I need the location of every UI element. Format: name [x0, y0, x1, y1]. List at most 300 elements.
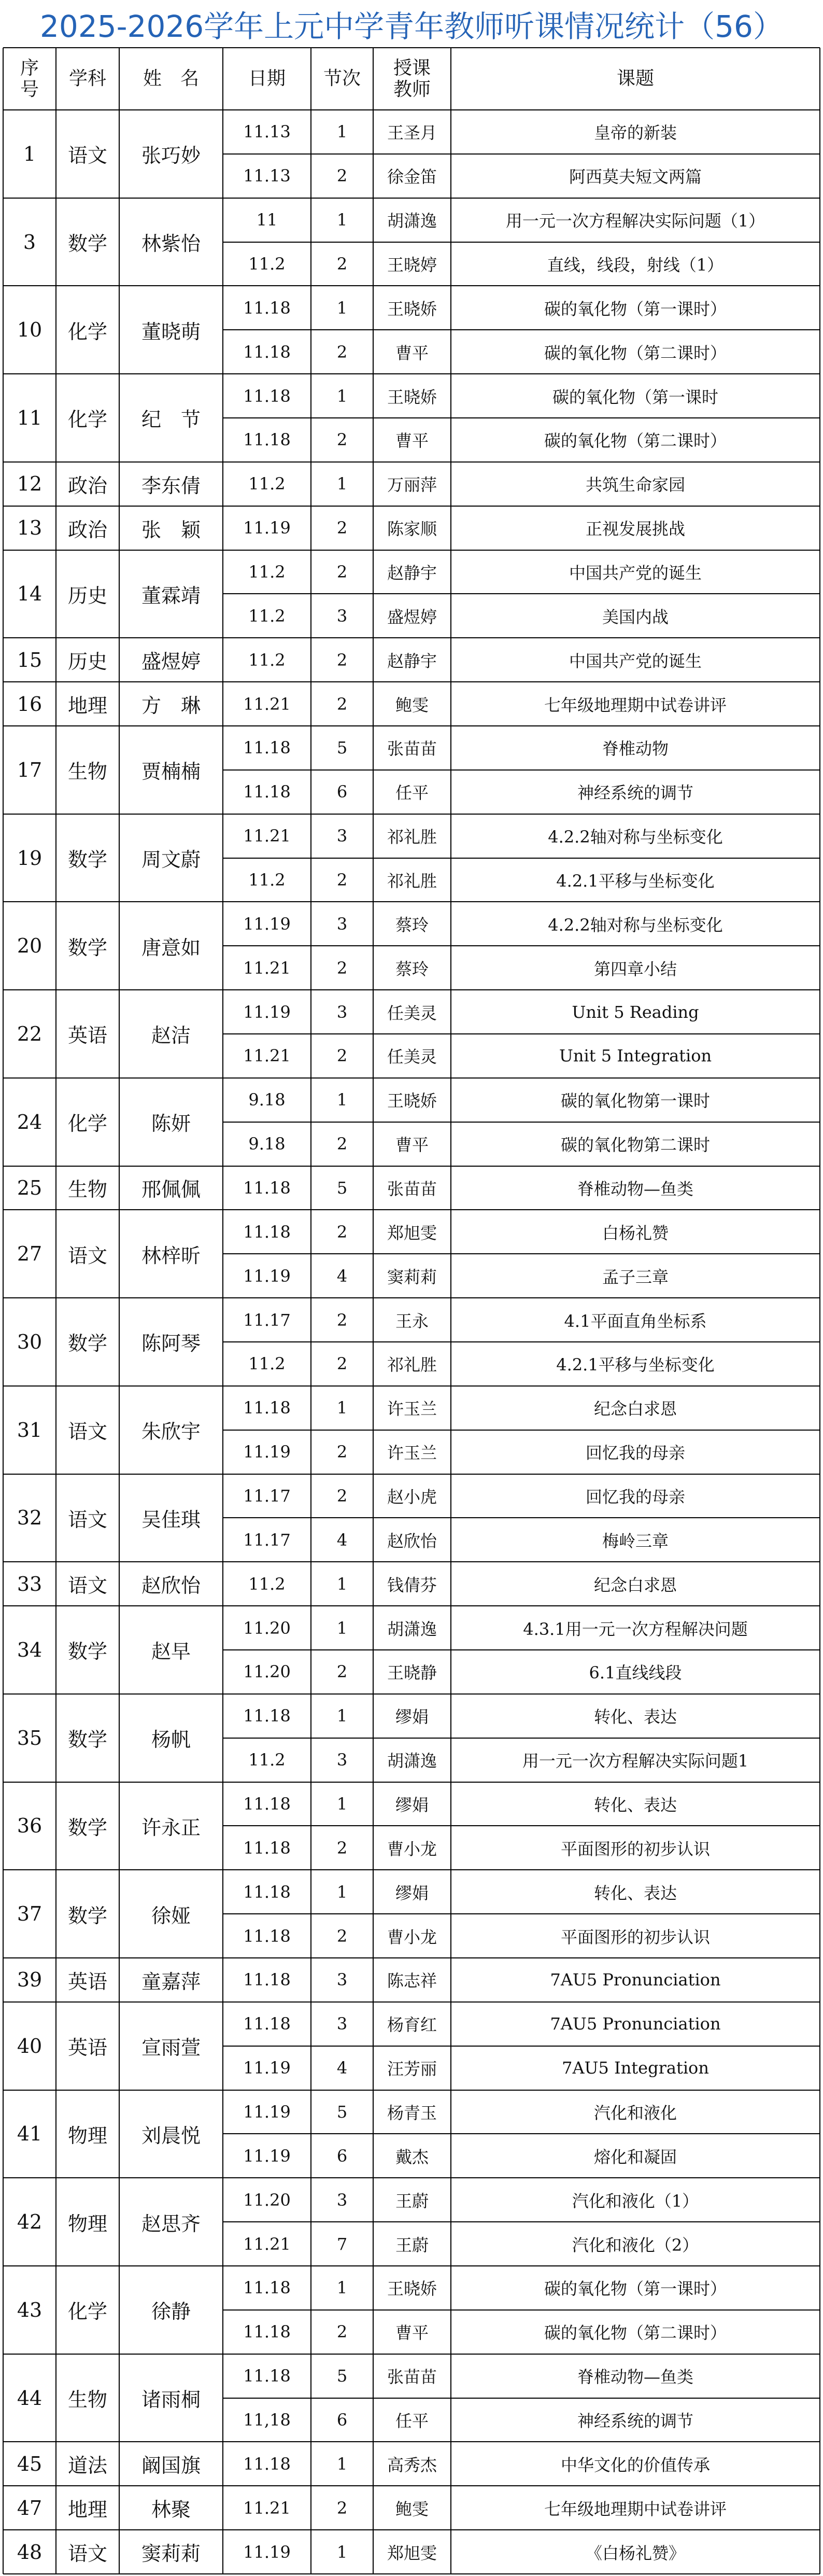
row-divider: [223, 2221, 820, 2222]
row-divider: [3, 2485, 820, 2486]
teacher-name-cell: 邢佩佩: [141, 1178, 201, 1201]
date-cell: 11.2: [248, 870, 286, 890]
row-number: 35: [17, 1726, 42, 1749]
period-cell: 2: [336, 1838, 348, 1858]
period-cell: 2: [336, 254, 348, 274]
teacher-name-cell: 窦莉莉: [141, 2542, 201, 2566]
lecturer-cell: 曹平: [395, 431, 429, 451]
lecturer-cell: 万丽萍: [387, 475, 437, 495]
topic-cell: 用一元一次方程解决实际问题1: [522, 1751, 749, 1771]
row-divider: [223, 1517, 820, 1518]
period-cell: 2: [336, 518, 348, 538]
row-divider: [3, 2354, 820, 2355]
period-cell: 6: [336, 782, 348, 802]
topic-cell: 《白杨礼赞》: [585, 2543, 685, 2563]
period-cell: 5: [336, 738, 348, 758]
date-cell: 11.2: [248, 1574, 286, 1594]
date-cell: 11.19: [243, 1442, 291, 1462]
period-cell: 3: [336, 606, 348, 626]
teacher-name-cell: 林梓昕: [141, 1244, 201, 1267]
lecturer-cell: 鲍雯: [395, 695, 429, 715]
date-cell: 11.19: [243, 2102, 291, 2122]
date-cell: 11.18: [243, 1222, 291, 1242]
subject-cell: 语文: [67, 1574, 107, 1598]
subject-cell: 历史: [67, 650, 107, 674]
topic-cell: 碳的氧化物（第二课时）: [544, 2323, 727, 2343]
row-divider: [3, 506, 820, 507]
row-divider: [223, 945, 820, 946]
header-subject: 学科: [68, 68, 106, 90]
period-cell: 1: [336, 210, 348, 230]
date-cell: 11.18: [243, 1398, 291, 1418]
date-cell: 11.20: [243, 1662, 291, 1682]
date-cell: 11.21: [243, 694, 291, 714]
lecturer-cell: 蔡玲: [395, 915, 429, 935]
date-cell: 11.18: [243, 342, 291, 362]
topic-cell: 7AU5 Pronunciation: [550, 2014, 721, 2034]
topic-cell: 4.2.2轴对称与坐标变化: [548, 827, 723, 847]
lecturer-cell: 陈家顺: [387, 519, 437, 539]
column-divider: [450, 48, 451, 2574]
row-divider: [3, 2573, 820, 2574]
row-number: 24: [17, 1110, 42, 1133]
period-cell: 2: [336, 1442, 348, 1462]
lecturer-cell: 王晓静: [387, 1663, 437, 1683]
subject-cell: 英语: [67, 1024, 107, 1047]
teacher-name-cell: 林紫怡: [141, 232, 201, 256]
date-cell: 11.18: [243, 2322, 291, 2342]
row-divider: [3, 1782, 820, 1783]
lecturer-cell: 许玉兰: [387, 1443, 437, 1463]
teacher-name-cell: 吴佳琪: [141, 1508, 201, 1531]
period-cell: 1: [336, 1882, 348, 1902]
topic-cell: 4.3.1用一元一次方程解决问题: [523, 1619, 748, 1639]
subject-cell: 数学: [67, 1904, 107, 1927]
period-cell: 2: [336, 1046, 348, 1066]
page-title: 2025-2026学年上元中学青年教师听课情况统计（56）: [40, 9, 783, 44]
topic-cell: 汽化和液化（2）: [572, 2235, 699, 2255]
period-cell: 3: [336, 2190, 348, 2210]
row-divider: [3, 1385, 820, 1387]
date-cell: 11.18: [243, 1838, 291, 1858]
row-divider: [3, 814, 820, 815]
row-number: 41: [17, 2122, 42, 2146]
period-cell: 2: [336, 166, 348, 186]
teacher-name-cell: 董霖靖: [141, 584, 201, 607]
topic-cell: 碳的氧化物（第二课时）: [544, 343, 727, 363]
row-divider: [3, 1869, 820, 1870]
topic-cell: 碳的氧化物（第一课时）: [544, 2279, 727, 2299]
date-cell: 11.18: [243, 782, 291, 802]
teacher-name-cell: 朱欣宇: [141, 1420, 201, 1444]
period-cell: 3: [336, 826, 348, 846]
subject-cell: 语文: [67, 144, 107, 167]
date-cell: 11.18: [243, 430, 291, 450]
lecturer-cell: 任美灵: [387, 1003, 437, 1023]
period-cell: 1: [336, 1090, 348, 1110]
row-divider: [223, 593, 820, 594]
subject-cell: 语文: [67, 1244, 107, 1267]
date-cell: 11.18: [243, 738, 291, 758]
row-number: 15: [17, 648, 42, 671]
date-cell: 11.2: [248, 1354, 286, 1374]
topic-cell: 4.2.1平移与坐标变化: [556, 1355, 715, 1375]
topic-cell: 阿西莫夫短文两篇: [569, 167, 702, 187]
row-divider: [223, 1913, 820, 1914]
row-divider: [223, 242, 820, 243]
lecturer-cell: 徐金笛: [387, 167, 437, 187]
topic-cell: 中国共产党的诞生: [569, 563, 702, 583]
topic-cell: Unit 5 Reading: [572, 1002, 699, 1022]
subject-cell: 英语: [67, 1970, 107, 1993]
row-number: 47: [17, 2496, 42, 2519]
subject-cell: 物理: [67, 2124, 107, 2147]
subject-cell: 化学: [67, 408, 107, 431]
subject-cell: 数学: [67, 848, 107, 872]
period-cell: 1: [336, 386, 348, 406]
subject-cell: 语文: [67, 1508, 107, 1531]
lecturer-cell: 曹小龙: [387, 1927, 437, 1947]
teacher-name-cell: 赵洁: [151, 1024, 191, 1047]
date-cell: 11.19: [243, 1266, 291, 1286]
row-divider: [3, 1561, 820, 1562]
row-number: 43: [17, 2298, 42, 2321]
topic-cell: 转化、表达: [593, 1795, 677, 1815]
header-teacher: 授课 教师: [393, 57, 431, 100]
teacher-name-cell: 林聚: [151, 2498, 191, 2522]
date-cell: 11.18: [243, 1926, 291, 1946]
lecturer-cell: 缪娟: [395, 1883, 429, 1903]
date-cell: 11.21: [243, 2498, 291, 2518]
lecturer-cell: 王晓娇: [387, 299, 437, 319]
row-divider: [3, 373, 820, 374]
topic-cell: 正视发展挑战: [585, 519, 685, 539]
date-cell: 11.18: [243, 1794, 291, 1814]
column-divider: [3, 48, 4, 2574]
date-cell: 11.18: [243, 298, 291, 318]
lecturer-cell: 任平: [395, 2411, 429, 2431]
row-divider: [3, 1209, 820, 1210]
period-cell: 3: [336, 914, 348, 934]
row-divider: [223, 2398, 820, 2399]
lecturer-cell: 曹小龙: [387, 1839, 437, 1859]
row-number: 42: [17, 2210, 42, 2234]
row-divider: [223, 329, 820, 330]
row-number: 16: [17, 692, 42, 716]
lecturer-cell: 张苗苗: [387, 739, 437, 759]
lecturer-cell: 赵静宇: [387, 563, 437, 583]
row-number: 20: [17, 934, 42, 958]
lecturer-cell: 陈志祥: [387, 1971, 437, 1991]
lecturer-cell: 王晓婷: [387, 255, 437, 275]
row-number: 3: [23, 230, 36, 254]
period-cell: 1: [336, 2542, 348, 2562]
period-cell: 2: [336, 958, 348, 978]
row-divider: [3, 2441, 820, 2442]
row-number: 10: [17, 318, 42, 342]
row-divider: [3, 550, 820, 551]
lecturer-cell: 蔡玲: [395, 959, 429, 979]
row-divider: [3, 1297, 820, 1298]
period-cell: 5: [336, 2102, 348, 2122]
date-cell: 11.2: [248, 562, 286, 582]
topic-cell: 7AU5 Integration: [562, 2058, 709, 2078]
row-divider: [3, 725, 820, 726]
topic-cell: 碳的氧化物第一课时: [560, 1091, 710, 1111]
period-cell: 2: [336, 694, 348, 714]
row-divider: [223, 769, 820, 771]
lecturer-cell: 郑旭雯: [387, 1223, 437, 1243]
period-cell: 2: [336, 870, 348, 890]
topic-cell: 转化、表达: [593, 1707, 677, 1727]
lecturer-cell: 王蔚: [395, 2235, 429, 2255]
header-period: 节次: [323, 68, 361, 90]
topic-cell: 神经系统的调节: [577, 783, 693, 803]
period-cell: 2: [336, 2498, 348, 2518]
subject-cell: 历史: [67, 584, 107, 607]
topic-cell: 汽化和液化（1）: [572, 2191, 699, 2211]
column-divider: [373, 48, 374, 2574]
row-divider: [223, 1253, 820, 1254]
subject-cell: 数学: [67, 1816, 107, 1839]
row-divider: [223, 1649, 820, 1650]
teacher-name-cell: 童嘉萍: [141, 1970, 201, 1993]
date-cell: 11.19: [243, 518, 291, 538]
column-divider: [819, 48, 820, 2574]
row-number: 37: [17, 1902, 42, 1926]
date-cell: 11.18: [243, 2014, 291, 2034]
row-number: 13: [17, 516, 42, 540]
row-divider: [223, 417, 820, 418]
lecturer-cell: 任美灵: [387, 1047, 437, 1067]
teacher-name-cell: 陈妍: [151, 1112, 191, 1136]
period-cell: 1: [336, 2278, 348, 2298]
topic-cell: 平面图形的初步认识: [560, 1927, 710, 1947]
date-cell: 11.18: [243, 2278, 291, 2298]
column-divider: [310, 48, 311, 2574]
lecturer-cell: 赵小虎: [387, 1487, 437, 1507]
subject-cell: 化学: [67, 2300, 107, 2323]
lecturer-cell: 赵静宇: [387, 651, 437, 671]
lecturer-cell: 王晓娇: [387, 1091, 437, 1111]
period-cell: 3: [336, 2014, 348, 2034]
teacher-name-cell: 李东倩: [141, 474, 201, 497]
period-cell: 2: [336, 1222, 348, 1242]
subject-cell: 英语: [67, 2036, 107, 2060]
row-divider: [223, 1122, 820, 1123]
date-cell: 11.2: [248, 1750, 286, 1770]
row-divider: [223, 1341, 820, 1342]
lecturer-cell: 曹平: [395, 2323, 429, 2343]
lecturer-cell: 曹平: [395, 1135, 429, 1155]
date-cell: 11.18: [243, 2454, 291, 2474]
topic-cell: 碳的氧化物（第二课时）: [544, 431, 727, 451]
period-cell: 6: [336, 2410, 348, 2430]
row-divider: [223, 1430, 820, 1431]
teacher-name-cell: 张 颖: [141, 518, 201, 541]
row-divider: [3, 461, 820, 463]
row-number: 17: [17, 758, 42, 781]
lecturer-cell: 祁礼胜: [387, 827, 437, 847]
topic-cell: 汽化和液化: [593, 2103, 677, 2123]
date-cell: 11.18: [243, 1882, 291, 1902]
lecturer-cell: 窦莉莉: [387, 1267, 437, 1287]
period-cell: 1: [336, 1794, 348, 1814]
topic-cell: 纪念白求恩: [593, 1575, 677, 1595]
topic-cell: 熔化和凝固: [593, 2147, 677, 2167]
period-cell: 4: [336, 1530, 348, 1550]
lecturer-cell: 王晓娇: [387, 387, 437, 407]
row-divider: [3, 637, 820, 638]
row-number: 14: [17, 582, 42, 606]
row-number: 40: [17, 2034, 42, 2057]
subject-cell: 数学: [67, 936, 107, 959]
row-divider: [3, 109, 820, 110]
date-cell: 11.18: [243, 2366, 291, 2386]
teacher-name-cell: 纪 节: [141, 408, 201, 431]
teacher-name-cell: 陈阿琴: [141, 1332, 201, 1355]
period-cell: 4: [336, 2058, 348, 2078]
row-number: 25: [17, 1176, 42, 1199]
lecturer-cell: 任平: [395, 783, 429, 803]
lecturer-cell: 王晓娇: [387, 2279, 437, 2299]
period-cell: 1: [336, 122, 348, 142]
period-cell: 2: [336, 2322, 348, 2342]
row-divider: [3, 1166, 820, 1167]
period-cell: 1: [336, 298, 348, 318]
period-cell: 2: [336, 1310, 348, 1330]
row-divider: [3, 1957, 820, 1958]
topic-cell: 碳的氧化物（第一课时: [552, 387, 718, 407]
lecturer-cell: 赵欣怡: [387, 1531, 437, 1551]
header-name: 姓 名: [143, 68, 199, 90]
subject-cell: 化学: [67, 1112, 107, 1136]
row-divider: [3, 285, 820, 286]
topic-cell: 梅岭三章: [602, 1531, 669, 1551]
period-cell: 3: [336, 1002, 348, 1022]
teacher-name-cell: 杨帆: [151, 1728, 191, 1752]
row-divider: [223, 858, 820, 859]
topic-cell: 中华文化的价值传承: [560, 2455, 710, 2475]
topic-cell: 纪念白求恩: [593, 1399, 677, 1419]
period-cell: 1: [336, 474, 348, 494]
lecturer-cell: 缪娟: [395, 1795, 429, 1815]
date-cell: 11.2: [248, 606, 286, 626]
row-number: 44: [17, 2386, 42, 2410]
subject-cell: 生物: [67, 2388, 107, 2412]
period-cell: 7: [336, 2234, 348, 2254]
topic-cell: 脊椎动物: [602, 739, 669, 759]
subject-cell: 语文: [67, 2542, 107, 2566]
period-cell: 2: [336, 1926, 348, 1946]
date-cell: 11.2: [248, 474, 286, 494]
topic-cell: Unit 5 Integration: [559, 1046, 712, 1066]
row-number: 19: [17, 846, 42, 870]
row-divider: [3, 2265, 820, 2266]
row-number: 45: [17, 2452, 42, 2475]
date-cell: 11,18: [243, 2410, 291, 2430]
column-divider: [119, 48, 120, 2574]
date-cell: 11.18: [243, 386, 291, 406]
subject-cell: 生物: [67, 760, 107, 783]
lecturer-cell: 胡潇逸: [387, 211, 437, 231]
row-divider: [3, 2529, 820, 2530]
row-divider: [3, 1474, 820, 1475]
row-divider: [3, 681, 820, 682]
subject-cell: 数学: [67, 1640, 107, 1663]
row-divider: [223, 1738, 820, 1739]
period-cell: 5: [336, 2366, 348, 2386]
row-divider: [3, 198, 820, 199]
period-cell: 4: [336, 1266, 348, 1286]
row-divider: [3, 2090, 820, 2091]
date-cell: 11.17: [243, 1310, 291, 1330]
date-cell: 11.18: [243, 1706, 291, 1726]
date-cell: 11.13: [243, 166, 291, 186]
date-cell: 11.21: [243, 1046, 291, 1066]
lecturer-cell: 鲍雯: [395, 2499, 429, 2519]
topic-cell: 回忆我的母亲: [585, 1487, 685, 1507]
column-divider: [55, 48, 56, 2574]
period-cell: 3: [336, 1750, 348, 1770]
lecturer-cell: 祁礼胜: [387, 1355, 437, 1375]
teacher-name-cell: 唐意如: [141, 936, 201, 959]
subject-cell: 数学: [67, 1332, 107, 1355]
teacher-name-cell: 阚国旗: [141, 2454, 201, 2477]
row-number: 39: [17, 1968, 42, 1992]
teacher-name-cell: 赵早: [151, 1640, 191, 1663]
date-cell: 11.19: [243, 2058, 291, 2078]
topic-cell: 7AU5 Pronunciation: [550, 1970, 721, 1990]
date-cell: 11.17: [243, 1530, 291, 1550]
subject-cell: 数学: [67, 232, 107, 256]
period-cell: 2: [336, 1354, 348, 1374]
date-cell: 11.21: [243, 958, 291, 978]
row-divider: [223, 1033, 820, 1034]
teacher-name-cell: 张巧妙: [141, 144, 201, 167]
row-divider: [223, 2133, 820, 2134]
date-cell: 11.18: [243, 1970, 291, 1990]
row-divider: [3, 989, 820, 990]
lecturer-cell: 祁礼胜: [387, 871, 437, 891]
row-divider: [3, 1077, 820, 1079]
teacher-name-cell: 盛煜婷: [141, 650, 201, 674]
date-cell: 11.19: [243, 914, 291, 934]
period-cell: 1: [336, 1574, 348, 1594]
row-number: 36: [17, 1814, 42, 1838]
teacher-name-cell: 方 琳: [141, 694, 201, 718]
row-divider: [223, 2309, 820, 2311]
topic-cell: 七年级地理期中试卷讲评: [544, 2499, 727, 2519]
teacher-name-cell: 赵思齐: [141, 2212, 201, 2235]
date-cell: 11.20: [243, 2190, 291, 2210]
row-number: 31: [17, 1418, 42, 1441]
teacher-name-cell: 赵欣怡: [141, 1574, 201, 1598]
date-cell: 11.2: [248, 650, 286, 670]
column-divider: [222, 48, 223, 2574]
lecturer-cell: 胡潇逸: [387, 1619, 437, 1639]
topic-cell: 脊椎动物—鱼类: [577, 2367, 693, 2387]
period-cell: 5: [336, 1178, 348, 1198]
row-number: 11: [17, 406, 42, 429]
row-divider: [3, 47, 820, 48]
lesson-observation-table: [0, 48, 823, 2576]
teacher-name-cell: 徐静: [151, 2300, 191, 2323]
lecturer-cell: 许玉兰: [387, 1399, 437, 1419]
lecturer-cell: 张苗苗: [387, 1179, 437, 1199]
period-cell: 2: [336, 1486, 348, 1506]
topic-cell: 直线，线段，射线（1）: [547, 255, 724, 275]
